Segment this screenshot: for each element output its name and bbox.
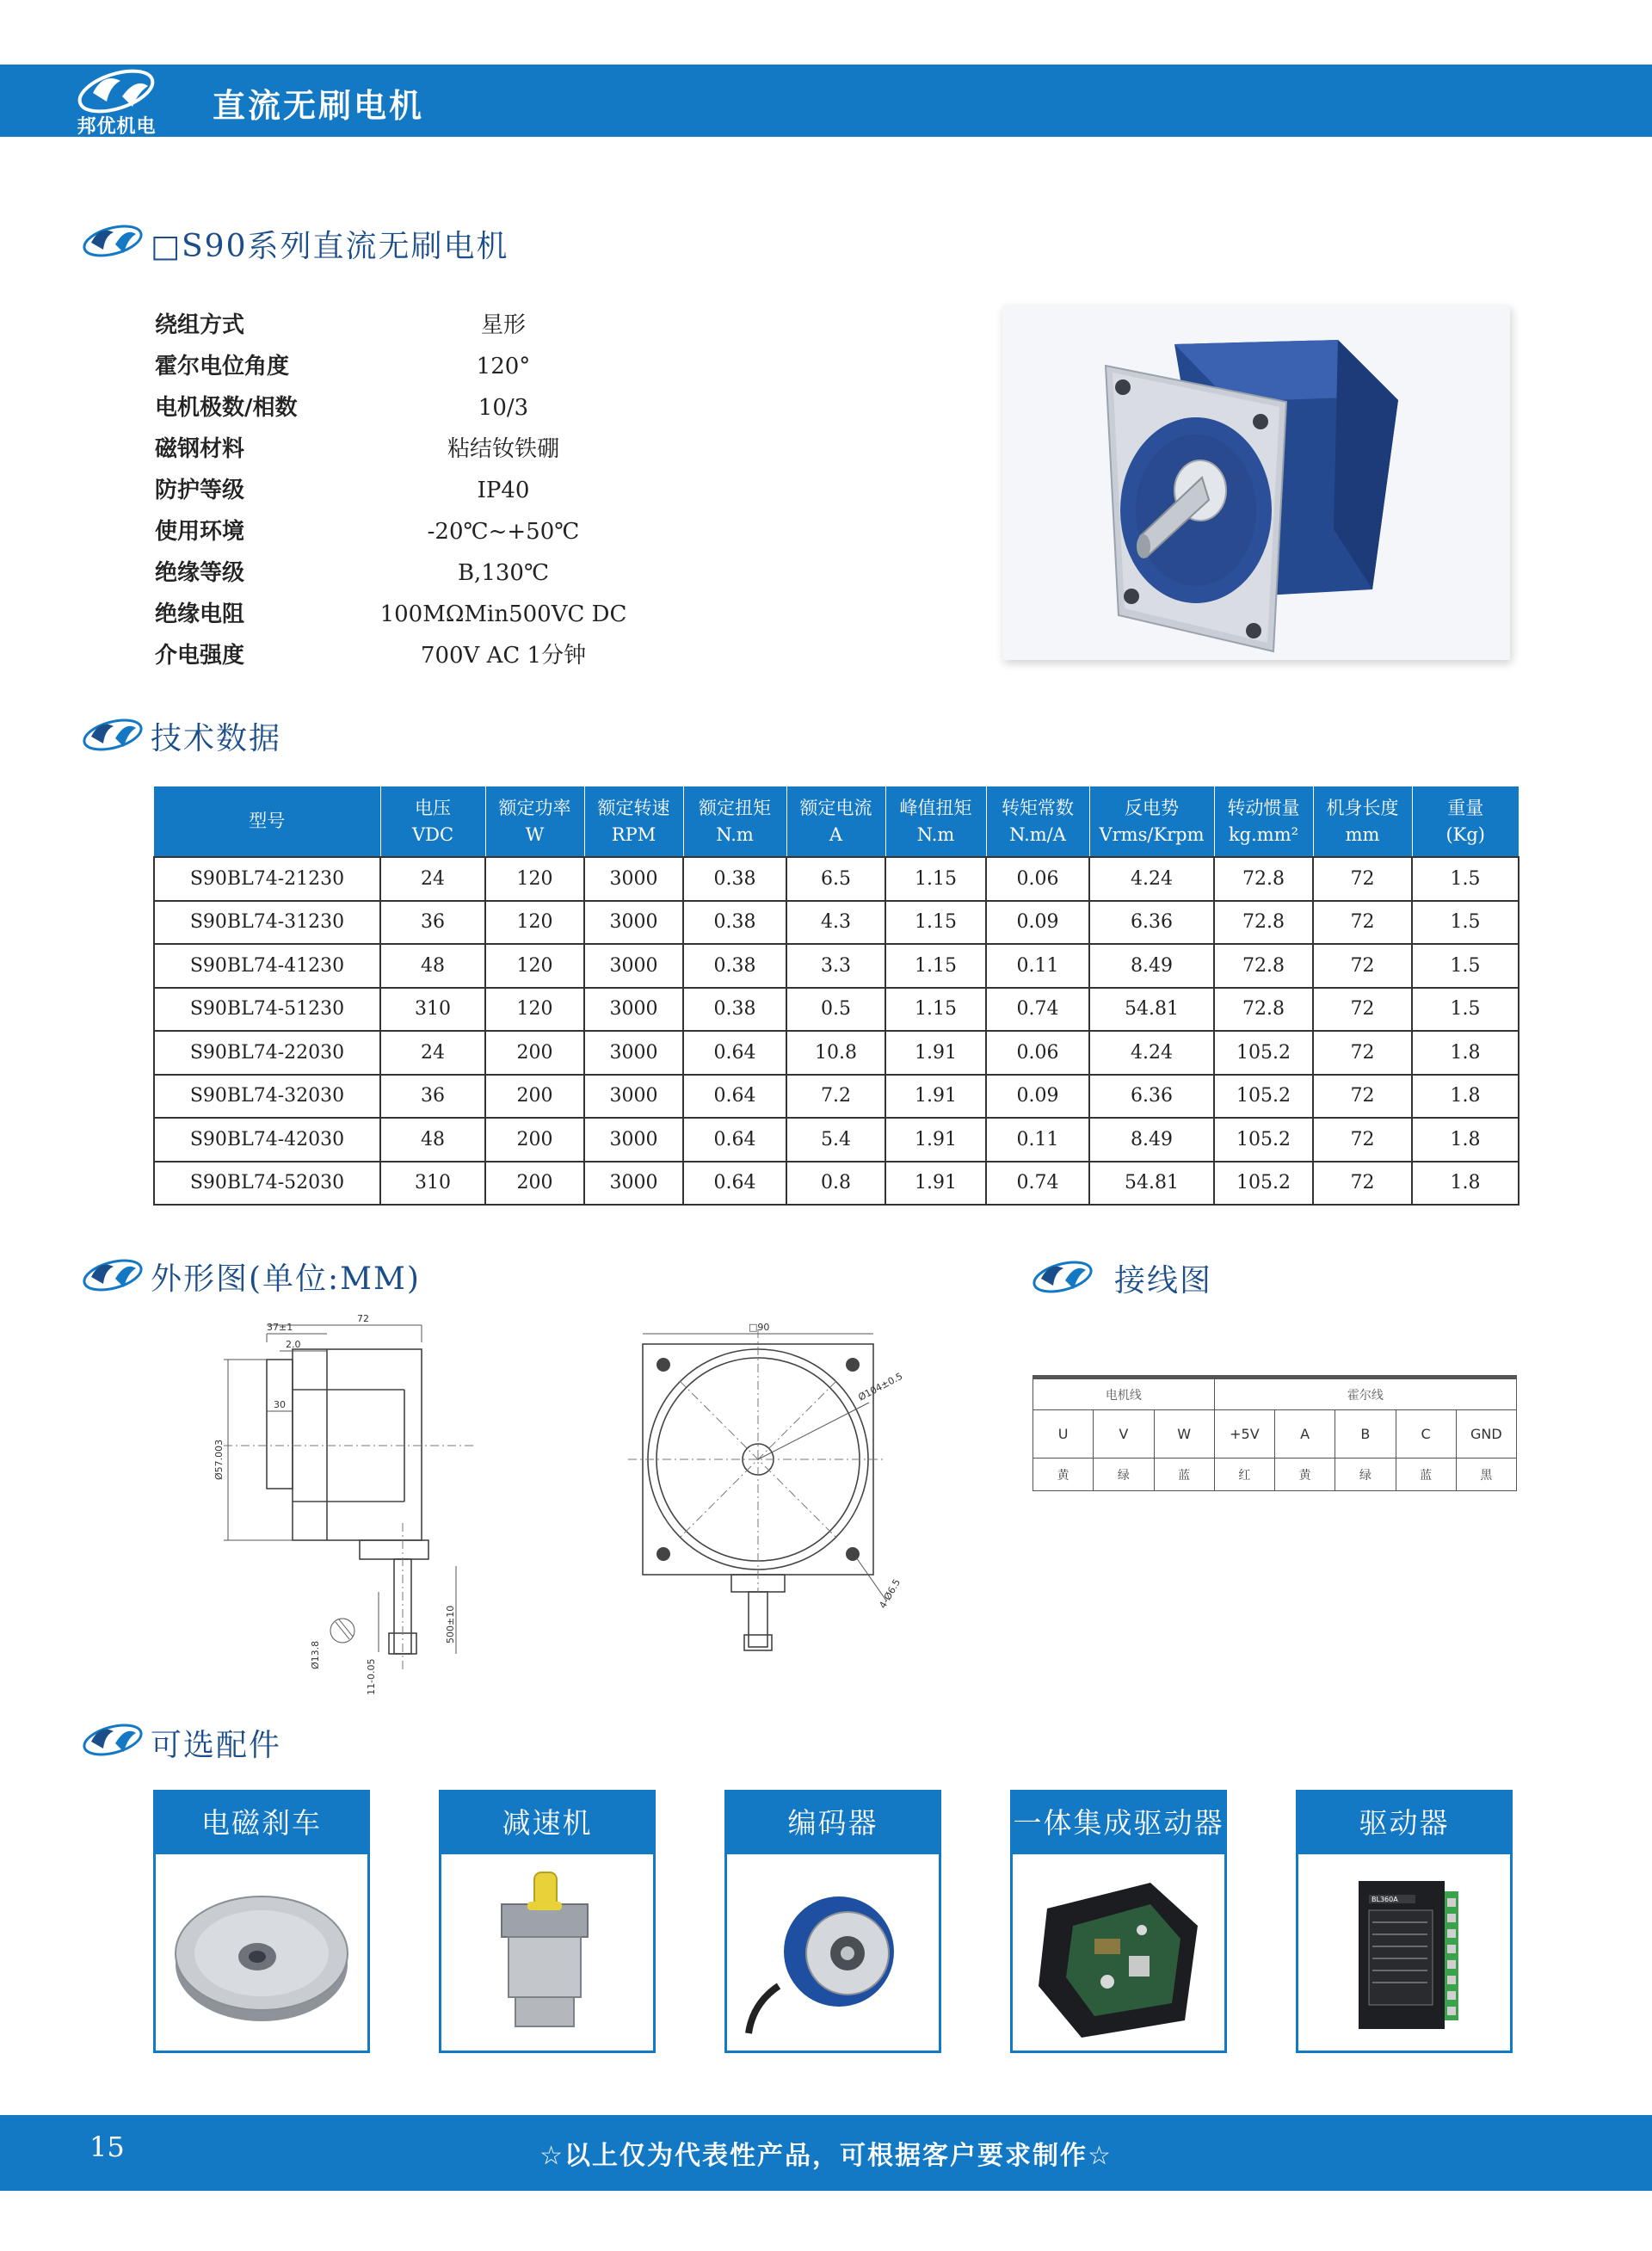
- dimension-drawing: [198, 1308, 972, 1704]
- wire-color: 黄: [1275, 1459, 1335, 1491]
- column-header: [1313, 786, 1412, 857]
- dim-length: 500±10: [445, 1605, 456, 1644]
- gearbox-icon: [441, 1857, 653, 2048]
- page-number: 15: [89, 2131, 125, 2163]
- accessory-card-integrated-driver[interactable]: [1010, 1790, 1227, 2053]
- table-cell: 54.81: [1089, 988, 1214, 1032]
- spec-value: 10/3: [478, 395, 529, 421]
- table-cell: 48: [380, 1118, 485, 1162]
- spec-value: IP40: [477, 478, 530, 503]
- column-header: [1089, 786, 1214, 857]
- dim-square: □90: [749, 1322, 770, 1333]
- wiring-pin-row: [1033, 1410, 1517, 1459]
- footer-note: ☆以上仅为代表性产品，可根据客户要求制作☆: [539, 2141, 1113, 2171]
- table-cell: 72: [1313, 988, 1412, 1032]
- table-cell: 72.8: [1214, 857, 1313, 901]
- spec-value: 120°: [476, 354, 531, 379]
- table-cell: 1.91: [885, 1162, 986, 1206]
- group-hall-wires: 霍尔线: [1214, 1379, 1516, 1410]
- table-cell: 0.09: [986, 901, 1089, 945]
- table-cell: 36: [380, 901, 485, 945]
- table-cell: 0.11: [986, 1118, 1089, 1162]
- section-title-tech-data: 技术数据: [151, 721, 282, 756]
- spec-key: 电机极数/相数: [155, 395, 298, 421]
- spec-key: 使用环境: [155, 519, 245, 545]
- table-cell: 24: [380, 857, 485, 901]
- driver-model-label: BL360A: [1372, 1896, 1398, 1903]
- table-cell: 3000: [584, 1162, 683, 1206]
- dim-pcd: Ø104±0.5: [856, 1370, 905, 1403]
- table-cell: 4.24: [1089, 1031, 1214, 1075]
- table-cell: 1.91: [885, 1075, 986, 1119]
- table-cell: 36: [380, 1075, 485, 1119]
- pin-label: +5V: [1214, 1410, 1274, 1459]
- spec-key: 霍尔电位角度: [155, 354, 290, 379]
- table-cell: 0.11: [986, 944, 1089, 988]
- table-cell: 310: [380, 988, 485, 1032]
- pin-label: V: [1094, 1410, 1154, 1459]
- table-cell: 3000: [584, 901, 683, 945]
- table-cell: 3000: [584, 944, 683, 988]
- integrated-driver-icon: [1013, 1857, 1224, 2048]
- header-label: 电压: [415, 797, 451, 818]
- table-cell: 54.81: [1089, 1162, 1214, 1206]
- dim-11: 11-0.05: [366, 1658, 377, 1695]
- dim-20: 2.0: [286, 1339, 301, 1350]
- table-cell: 1.15: [885, 901, 986, 945]
- header-label: 反电势: [1125, 797, 1179, 818]
- table-cell: 1.15: [885, 857, 986, 901]
- dim-shaft: Ø13.8: [310, 1640, 321, 1669]
- header-label: 额定电流: [799, 797, 872, 818]
- table-cell: 3000: [584, 988, 683, 1032]
- table-row: [154, 944, 1519, 988]
- column-header: [683, 786, 786, 857]
- section-title-series: □S90系列直流无刷电机: [151, 229, 509, 264]
- section-title-drawing: 外形图(单位:MM): [151, 1261, 421, 1297]
- table-row: [154, 857, 1519, 901]
- model-cell: S90BL74-22030: [154, 1031, 380, 1075]
- wire-color: 黑: [1456, 1459, 1516, 1491]
- table-cell: 200: [485, 1118, 584, 1162]
- column-header: [154, 786, 380, 857]
- header-unit: RPM: [611, 823, 656, 845]
- section-title-accessories: 可选配件: [151, 1728, 282, 1763]
- table-cell: 1.8: [1412, 1118, 1519, 1162]
- model-cell: S90BL74-42030: [154, 1118, 380, 1162]
- accessory-card-encoder[interactable]: [724, 1790, 941, 2053]
- pin-label: W: [1154, 1410, 1214, 1459]
- spec-key: 防护等级: [155, 478, 245, 503]
- table-cell: 5.4: [786, 1118, 885, 1162]
- table-cell: 0.5: [786, 988, 885, 1032]
- section-logo-icon: [1029, 1256, 1096, 1296]
- table-cell: 0.38: [683, 988, 786, 1032]
- wire-color: 绿: [1335, 1459, 1396, 1491]
- header-unit: N.m: [716, 823, 754, 845]
- table-cell: 10.8: [786, 1031, 885, 1075]
- table-cell: 0.64: [683, 1075, 786, 1119]
- header-unit: VDC: [411, 823, 454, 845]
- accessory-label: 电磁刹车: [156, 1792, 367, 1854]
- column-header: [380, 786, 485, 857]
- header-label: 峰值扭矩: [899, 797, 972, 818]
- column-header: [986, 786, 1089, 857]
- dim-diameter: Ø57.003: [213, 1439, 225, 1480]
- section-logo-icon: [79, 220, 146, 260]
- table-row: [154, 1162, 1519, 1206]
- section-logo-icon: [79, 714, 146, 754]
- spec-key: 绕组方式: [155, 312, 245, 338]
- table-row: [154, 988, 1519, 1032]
- spec-row: [155, 511, 671, 552]
- table-cell: 1.5: [1412, 988, 1519, 1032]
- table-cell: 72: [1313, 901, 1412, 945]
- spec-key: 绝缘电阻: [155, 601, 245, 627]
- header-unit: (Kg): [1446, 823, 1486, 845]
- table-cell: 1.8: [1412, 1162, 1519, 1206]
- motor-image: [1002, 305, 1510, 660]
- spec-value: 粘结钕铁硼: [447, 436, 559, 462]
- table-cell: 1.5: [1412, 944, 1519, 988]
- table-cell: 200: [485, 1031, 584, 1075]
- header-unit: A: [829, 823, 843, 845]
- spec-row: [155, 635, 671, 676]
- pin-label: A: [1275, 1410, 1335, 1459]
- table-cell: 4.3: [786, 901, 885, 945]
- table-cell: 0.06: [986, 1031, 1089, 1075]
- table-cell: 72: [1313, 944, 1412, 988]
- table-cell: 1.91: [885, 1118, 986, 1162]
- header-label: 额定转速: [597, 797, 670, 818]
- table-cell: 0.38: [683, 944, 786, 988]
- column-header: [485, 786, 584, 857]
- motor-photo: [1002, 305, 1510, 660]
- header-label: 型号: [249, 811, 286, 831]
- table-cell: 1.5: [1412, 901, 1519, 945]
- table-cell: 0.09: [986, 1075, 1089, 1119]
- table-cell: 1.5: [1412, 857, 1519, 901]
- accessory-label: 减速机: [441, 1792, 653, 1854]
- table-cell: 105.2: [1214, 1118, 1313, 1162]
- header-unit: kg.mm²: [1228, 823, 1299, 845]
- table-cell: 0.64: [683, 1162, 786, 1206]
- table-cell: 0.74: [986, 1162, 1089, 1206]
- spec-key: 绝缘等级: [155, 560, 245, 586]
- accessory-label: 一体集成驱动器: [1013, 1792, 1224, 1854]
- logo-text: 邦优机电: [77, 116, 157, 138]
- column-header: [1214, 786, 1313, 857]
- wire-color: 黄: [1033, 1459, 1094, 1491]
- spec-list: [155, 305, 671, 676]
- table-cell: 120: [485, 988, 584, 1032]
- table-cell: 1.8: [1412, 1031, 1519, 1075]
- spec-value: 100MΩMin500VC DC: [379, 601, 627, 627]
- header-title: 直流无刷电机: [213, 87, 425, 125]
- header-unit: Vrms/Krpm: [1099, 823, 1205, 845]
- table-cell: 72: [1313, 1118, 1412, 1162]
- table-header-row: [154, 786, 1519, 857]
- wiring-color-row: [1033, 1459, 1517, 1491]
- table-cell: 0.64: [683, 1118, 786, 1162]
- header-label: 额定功率: [498, 797, 571, 818]
- accessory-label: 驱动器: [1298, 1792, 1510, 1854]
- table-cell: 3.3: [786, 944, 885, 988]
- table-cell: 48: [380, 944, 485, 988]
- table-cell: 3000: [584, 857, 683, 901]
- column-header: [1412, 786, 1519, 857]
- table-row: [154, 901, 1519, 945]
- section-logo-icon: [79, 1255, 146, 1294]
- model-cell: S90BL74-51230: [154, 988, 380, 1032]
- model-cell: S90BL74-21230: [154, 857, 380, 901]
- header-unit: N.m/A: [1009, 823, 1066, 845]
- table-cell: 4.24: [1089, 857, 1214, 901]
- table-cell: 200: [485, 1162, 584, 1206]
- wire-color: 绿: [1094, 1459, 1154, 1491]
- table-cell: 0.8: [786, 1162, 885, 1206]
- table-cell: 0.38: [683, 901, 786, 945]
- header-label: 机身长度: [1326, 797, 1399, 818]
- table-cell: 1.15: [885, 988, 986, 1032]
- wiring-table: [1032, 1378, 1517, 1491]
- table-cell: 7.2: [786, 1075, 885, 1119]
- model-cell: S90BL74-52030: [154, 1162, 380, 1206]
- section-logo-icon: [79, 1719, 146, 1759]
- spec-row: [155, 470, 671, 511]
- table-cell: 105.2: [1214, 1031, 1313, 1075]
- accessory-label: 编码器: [727, 1792, 939, 1854]
- table-cell: 105.2: [1214, 1162, 1313, 1206]
- model-cell: S90BL74-32030: [154, 1075, 380, 1119]
- table-cell: 120: [485, 857, 584, 901]
- model-cell: S90BL74-31230: [154, 901, 380, 945]
- dim-37: 37±1: [267, 1322, 293, 1333]
- spec-key: 介电强度: [155, 643, 245, 669]
- wire-color: 红: [1214, 1459, 1274, 1491]
- table-cell: 3000: [584, 1075, 683, 1119]
- wire-color: 蓝: [1396, 1459, 1456, 1491]
- dim-hole: 4-Ø6.5: [877, 1576, 903, 1611]
- table-cell: 120: [485, 944, 584, 988]
- spec-row: [155, 346, 671, 387]
- header-label: 重量: [1447, 797, 1484, 818]
- table-cell: 0.74: [986, 988, 1089, 1032]
- model-cell: S90BL74-41230: [154, 944, 380, 988]
- table-cell: 72: [1313, 1031, 1412, 1075]
- table-cell: 72.8: [1214, 944, 1313, 988]
- table-cell: 3000: [584, 1031, 683, 1075]
- header-label: 额定扭矩: [699, 797, 771, 818]
- tech-data-table: [153, 786, 1519, 1206]
- spec-row: [155, 552, 671, 594]
- spec-row: [155, 305, 671, 346]
- table-cell: 105.2: [1214, 1075, 1313, 1119]
- table-cell: 72.8: [1214, 988, 1313, 1032]
- table-cell: 6.36: [1089, 1075, 1214, 1119]
- header-label: 转动惯量: [1227, 797, 1300, 818]
- table-cell: 3000: [584, 1118, 683, 1162]
- spec-row: [155, 429, 671, 470]
- spec-value: 星形: [480, 312, 526, 338]
- accessory-card-driver[interactable]: [1296, 1790, 1513, 2053]
- table-cell: 0.64: [683, 1031, 786, 1075]
- table-cell: 72: [1313, 1075, 1412, 1119]
- table-cell: 1.91: [885, 1031, 986, 1075]
- header-unit: W: [525, 823, 545, 845]
- spec-key: 磁钢材料: [155, 436, 245, 462]
- table-cell: 200: [485, 1075, 584, 1119]
- brake-icon: [156, 1857, 367, 2048]
- table-cell: 24: [380, 1031, 485, 1075]
- wiring-diagram: [1032, 1375, 1517, 1491]
- table-body: [154, 857, 1519, 1205]
- column-header: [786, 786, 885, 857]
- spec-value: B,130℃: [457, 560, 550, 586]
- header-unit: mm: [1345, 823, 1380, 845]
- accessory-card-gearbox[interactable]: [439, 1790, 656, 2053]
- table-cell: 72: [1313, 1162, 1412, 1206]
- group-motor-wires: 电机线: [1033, 1379, 1215, 1410]
- table-cell: 8.49: [1089, 1118, 1214, 1162]
- table-cell: 8.49: [1089, 944, 1214, 988]
- encoder-icon: [727, 1857, 939, 2048]
- table-cell: 6.5: [786, 857, 885, 901]
- spec-value: 700V AC 1分钟: [420, 643, 587, 669]
- header-label: 转矩常数: [1002, 797, 1074, 818]
- pin-label: B: [1335, 1410, 1396, 1459]
- pin-label: U: [1033, 1410, 1094, 1459]
- table-row: [154, 1031, 1519, 1075]
- table-cell: 0.38: [683, 857, 786, 901]
- wiring-group-row: [1033, 1379, 1517, 1410]
- table-cell: 120: [485, 901, 584, 945]
- table-cell: 72: [1313, 857, 1412, 901]
- spec-row: [155, 594, 671, 635]
- table-row: [154, 1118, 1519, 1162]
- column-header: [885, 786, 986, 857]
- table-row: [154, 1075, 1519, 1119]
- spec-value: -20℃~+50℃: [427, 519, 580, 545]
- table-cell: 310: [380, 1162, 485, 1206]
- table-cell: 6.36: [1089, 901, 1214, 945]
- section-title-wiring: 接线图: [1114, 1263, 1213, 1298]
- column-header: [584, 786, 683, 857]
- spec-row: [155, 387, 671, 429]
- accessory-card-brake[interactable]: [153, 1790, 370, 2053]
- table-cell: 1.15: [885, 944, 986, 988]
- dim-30: 30: [274, 1399, 286, 1410]
- wire-color: 蓝: [1154, 1459, 1214, 1491]
- table-cell: 72.8: [1214, 901, 1313, 945]
- table-cell: 0.06: [986, 857, 1089, 901]
- driver-icon: [1298, 1857, 1510, 2048]
- dim-72: 72: [357, 1313, 369, 1324]
- pin-label: C: [1396, 1410, 1456, 1459]
- table-cell: 1.8: [1412, 1075, 1519, 1119]
- pin-label: GND: [1456, 1410, 1516, 1459]
- header-unit: N.m: [916, 823, 955, 845]
